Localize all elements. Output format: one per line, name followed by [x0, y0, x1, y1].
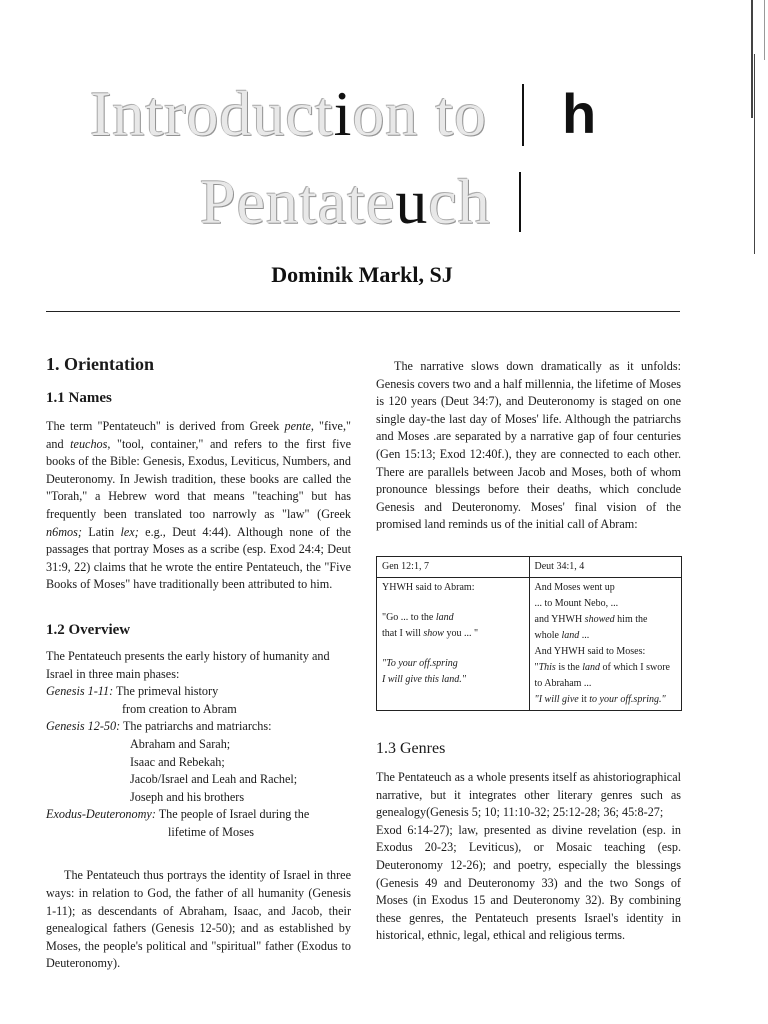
overview-intro: The Pentateuch presents the early history of humanity and Israel in three main phases: — [46, 648, 330, 681]
comparison-table — [376, 556, 682, 711]
text-run: YHWH said to Abram: — [382, 581, 475, 593]
phase-subitem: Abraham and Sarah; — [130, 736, 231, 751]
italic-term: land — [582, 661, 600, 673]
title-line-1 — [90, 78, 488, 149]
text-run: , "tool, container," and refers to the first five books of the Bible: Genesis, Exodus, Leviticus, Numbers, and Deuteronomy. In Jewish tradition, these books are called the "Torah," a Hebrew word that means "teaching" but has frequently been translated too narrowly as "law" (Greek — [46, 436, 351, 521]
scan-edge-mark — [751, 0, 753, 118]
table-row — [377, 577, 682, 710]
title-fragment-dark: u — [395, 166, 429, 237]
phase-subitem: Jacob/Israel and Leah and Rachel; — [130, 772, 298, 787]
title-fragment: Introduct — [90, 78, 334, 149]
italic-term: showed — [584, 613, 615, 625]
cell-line — [535, 644, 677, 660]
title-line-2 — [200, 166, 491, 237]
italic-term: lex; — [120, 524, 139, 539]
names-paragraph — [46, 418, 351, 594]
text-run: And Moses went up — [534, 581, 615, 593]
italic-term: "To your off.spring — [382, 657, 458, 669]
italic-term: land — [561, 629, 580, 641]
table-header-cell: Gen 12:1, 7 — [377, 556, 530, 577]
italic-term: show — [423, 627, 444, 639]
text-run: , "five," and — [46, 419, 351, 451]
genres-paragraph-continued: Exod 6:14-27); law, presented as divine revelation (esp. in Exodus 20-23; Leviticus), or Mosaic teaching (esp. Deuteronomy 12-26); and poetry, especially the blessings (Genesis 49 and Deuteronomy 33) and the two Songs of Moses (in Exodus 15 and Deuteronomy 32). By combining these genres, the Pentateuch presents Israel's identity in historical, ethnic, legal, ethical and religious terms. — [376, 822, 681, 943]
text-run: you ... " — [443, 627, 479, 639]
phase-label: Genesis 1-11: — [46, 684, 114, 699]
italic-term: I will give this land." — [382, 673, 466, 685]
italic-term: "I will give — [534, 693, 579, 705]
italic-term: pente — [284, 419, 311, 433]
phase-item — [46, 718, 351, 736]
text-run: him the — [614, 613, 648, 625]
title-fragment: on to — [352, 78, 488, 149]
phase-list — [46, 683, 351, 841]
text-run: to Abraham ... — [534, 677, 592, 689]
text-run: and YHWH — [534, 613, 585, 625]
phase-description: The patriarchs and matriarchs: — [120, 719, 272, 734]
cell-line — [535, 676, 677, 692]
phase-subitem: from creation to Abram — [122, 701, 237, 716]
text-run: ... — [579, 629, 590, 641]
italic-term: This — [538, 661, 556, 673]
text-run: "Go ... to the — [382, 611, 436, 623]
title-stray-letter: h — [562, 82, 597, 145]
phase-item — [46, 806, 351, 824]
cell-line — [382, 580, 524, 596]
text-run: The term "Pentateuch" is derived from Greek — [46, 419, 285, 433]
table-cell-deuteronomy — [529, 577, 682, 710]
table-cell-genesis — [377, 577, 530, 710]
title-fragment-dark: i — [333, 78, 353, 149]
section-heading-overview: 1.2 Overview — [46, 621, 131, 638]
table-header-cell: Deut 34:1, 4 — [529, 556, 682, 577]
cell-line — [382, 672, 524, 688]
narrative-paragraph: The narrative slows down dramatically as it unfolds: Genesis covers two and a half millennia, the lifetime of Moses is 120 years (Deut 34:7), and Deuteronomy is staged on one single day-the last day of Moses' life. Although the patriarchs and Moses .are separated by a narrative gap of four centuries (Gen 15:13; Exod 12:40f.), they are connected to each other. There are parallels between Jacob and Moses, both of whom pronounce blessings before their deaths, which conclude Genesis and Deuteronomy. Moses' final vision of the promised land reminds us of the initial call of Abram: — [376, 359, 681, 532]
text-cursor-bar — [519, 172, 521, 232]
text-run: it — [578, 693, 590, 705]
phase-description: The primeval history — [113, 684, 219, 699]
scan-edge-mark — [764, 0, 765, 60]
left-column — [46, 352, 351, 973]
cell-line — [382, 610, 524, 626]
author-name: Dominik Markl, SJ — [271, 262, 453, 287]
text-run: that I will — [382, 627, 424, 639]
italic-term: teuchos — [70, 436, 108, 451]
phase-subitem: Joseph and his brothers — [130, 789, 245, 804]
text-run: ... to Mount Nebo, ... — [534, 597, 619, 609]
cell-line — [535, 596, 677, 612]
text-run: And YHWH said to Moses: — [534, 645, 646, 657]
cell-line — [535, 612, 677, 628]
cell-line — [382, 656, 524, 672]
right-column — [376, 358, 681, 945]
genres-paragraph: The Pentateuch as a whole presents itself as ahistoriographical narrative, but it integrates other literary genres such as genealogy(Genesis 5; 10; 11:10-32; 25:12-28; 36; 45:8-27; — [376, 769, 681, 820]
cell-spacer — [382, 642, 524, 656]
cell-line — [535, 580, 677, 596]
italic-term: to your off.spring." — [589, 693, 666, 705]
text-run: whole — [534, 629, 562, 641]
phase-item — [46, 683, 351, 701]
cell-line — [535, 660, 677, 676]
cell-line — [535, 692, 677, 708]
phase-label: Genesis 12-50: — [46, 719, 121, 734]
header-divider — [46, 311, 680, 312]
text-run: is the — [555, 661, 583, 673]
cell-spacer — [382, 596, 524, 610]
section-heading-names: 1.1 Names — [46, 390, 112, 406]
cell-line — [382, 626, 524, 642]
scan-edge-mark — [754, 54, 755, 254]
text-run: e.g., Deut 4:44). Although none of the passages that portray Moses as a scribe (esp. Exod 24:4; Deut 31:9, 22) claims that he wrote the entire Pentateuch, the "Five Books of Moses" have traditionally been attributed to him. — [46, 524, 351, 592]
identity-paragraph: The Pentateuch thus portrays the identity of Israel in three ways: in relation to God, the father of all humanity (Genesis 1-11); as descendants of Abraham, Isaac, and Jacob, their genealogical fathers (Genesis 12-50); and as established by Moses, the people's political and "spiritual" father (Exodus to Deuteronomy). — [46, 868, 351, 971]
text-run: of which I swore — [600, 661, 670, 673]
italic-term: n6mos; — [46, 524, 82, 539]
section-heading-genres: 1.3 Genres — [376, 739, 446, 757]
phase-subitem: lifetime of Moses — [168, 824, 254, 839]
text-cursor-bar — [522, 84, 524, 146]
phase-label: Exodus-Deuteronomy: — [46, 807, 156, 822]
title-fragment: ch — [428, 166, 491, 237]
section-heading-orientation: 1. Orientation — [46, 354, 154, 374]
text-run: Latin — [81, 524, 121, 539]
phase-description: The people of Israel during the — [155, 807, 310, 822]
cell-line — [535, 628, 677, 644]
table-header-row — [377, 556, 682, 577]
title-fragment: Pentate — [200, 166, 396, 237]
phase-subitem: Isaac and Rebekah; — [130, 754, 225, 769]
italic-term: land — [435, 611, 454, 623]
text-run: " — [534, 661, 539, 673]
